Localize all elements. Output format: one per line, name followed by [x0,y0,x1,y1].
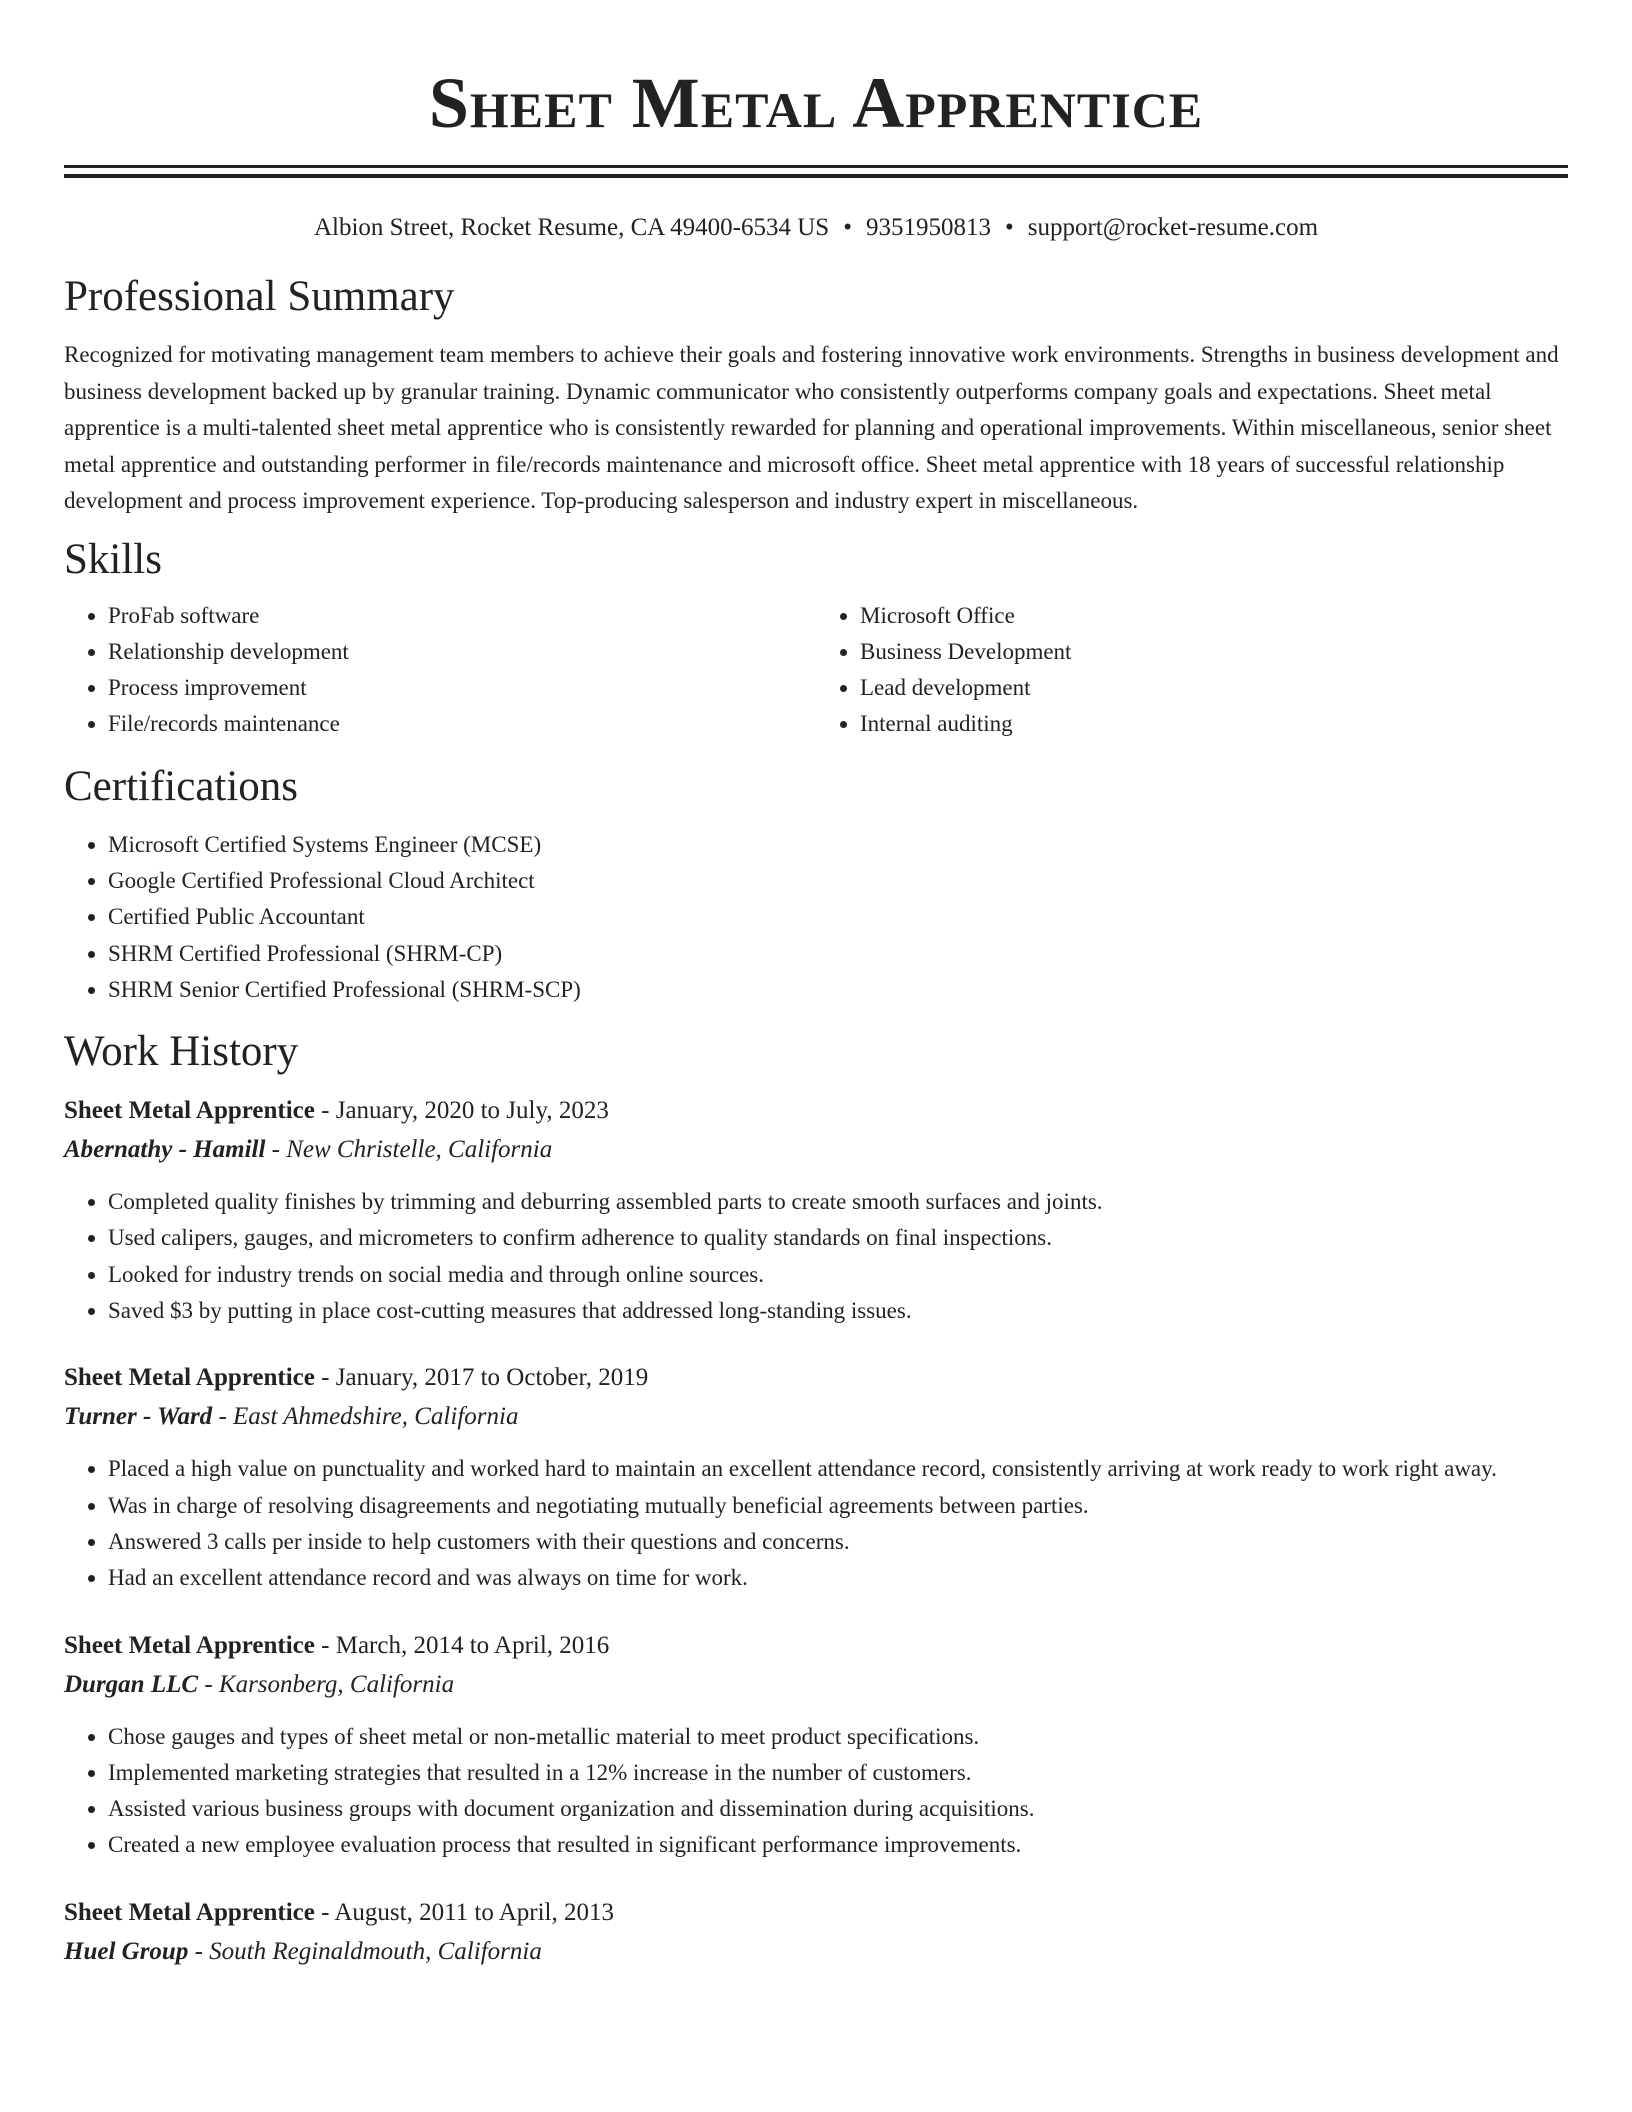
certification-item: • Certified Public Accountant [108,899,1568,935]
job-company: Durgan LLC [64,1670,199,1698]
skill-item: • Relationship development [108,634,816,670]
job-title: Sheet Metal Apprentice [64,1097,315,1125]
job-company: Huel Group [64,1937,189,1965]
job-title: Sheet Metal Apprentice [64,1631,315,1659]
job-title-line: Sheet Metal Apprentice - January, 2020 to July, 2023 [64,1097,609,1125]
job-dates: August, 2011 to April, 2013 [334,1898,614,1926]
contact-separator: • [1004,214,1014,241]
skills-section [64,532,1568,743]
job-bullet: • Had an excellent attendance record and was always on time for work. [108,1560,1568,1596]
job-bullets [64,1184,1568,1329]
skills-list-right [816,598,1568,743]
job-entry [64,1627,1568,1864]
certifications-section [64,759,1568,1008]
title-rule-bottom [64,174,1568,178]
job-bullets [64,1451,1568,1596]
job-title-line: Sheet Metal Apprentice - March, 2014 to April, 2016 [64,1631,610,1659]
resume-page [64,0,1568,2002]
job-entry [64,1092,1568,1329]
job-title: Sheet Metal Apprentice [64,1898,315,1926]
job-bullet: • Assisted various business groups with document organization and dissemination during acquisitions. [108,1791,1568,1827]
job-bullet: • Used calipers, gauges, and micrometers to confirm adherence to quality standards on final inspections. [108,1220,1568,1256]
skill-item: • Business Development [860,634,1568,670]
certification-item: • Microsoft Certified Systems Engineer (MCSE) [108,827,1568,863]
job-title-line: Sheet Metal Apprentice - January, 2017 to October, 2019 [64,1364,649,1392]
resume-title: Sheet Metal Apprentice [428,63,1204,143]
job-dates: January, 2020 to July, 2023 [335,1097,609,1125]
skill-item: • Process improvement [108,670,816,706]
contact-address: Albion Street, Rocket Resume, CA 49400-6534 US [313,214,830,241]
skill-item: • File/records maintenance [108,706,816,742]
job-location: East Ahmedshire, California [233,1403,519,1431]
contact-separator: • [843,214,852,241]
skill-item: • Lead development [860,670,1568,706]
contact-line [64,210,1568,246]
job-location: South Reginaldmouth, California [209,1937,542,1965]
job-bullet: • Chose gauges and types of sheet metal or non-metallic material to meet product specifications. [108,1719,1568,1755]
certifications-heading: Certifications [64,762,299,810]
certification-item: • SHRM Certified Professional (SHRM-CP) [108,936,1568,972]
job-title-line: Sheet Metal Apprentice - August, 2011 to April, 2013 [64,1898,614,1926]
job-location: Karsonberg, California [218,1670,455,1698]
job-entry [64,1359,1568,1596]
job-entry [64,1894,1568,1972]
skills-heading: Skills [64,535,162,583]
skills-list-left [64,598,816,743]
skill-item: • Internal auditing [860,706,1568,742]
contact-phone: 9351950813 [865,214,991,241]
skill-item: • ProFab software [108,598,816,634]
contact-email: support@rocket-resume.com [1027,214,1319,241]
job-bullet: • Looked for industry trends on social media and through online sources. [108,1257,1568,1293]
job-bullet: • Was in charge of resolving disagreements and negotiating mutually beneficial agreements between parties. [108,1488,1568,1524]
certification-item: • SHRM Senior Certified Professional (SHRM-SCP) [108,972,1568,1008]
skill-item: • Microsoft Office [860,598,1568,634]
job-dates: March, 2014 to April, 2016 [335,1631,610,1659]
job-bullet: • Placed a high value on punctuality and worked hard to maintain an excellent attendance record, consistently arriving at work ready to work right away. [108,1451,1568,1487]
summary-section [64,269,1568,520]
job-bullet: • Created a new employee evaluation process that resulted in significant performance improvements. [108,1827,1568,1863]
job-company-line: Turner - Ward - East Ahmedshire, California [64,1403,519,1431]
job-company-line: Durgan LLC - Karsonberg, California [64,1670,455,1698]
work-history-heading: Work History [64,1028,299,1076]
job-location: New Christelle, California [286,1136,553,1164]
job-dates: January, 2017 to October, 2019 [335,1364,649,1392]
job-bullet: • Implemented marketing strategies that resulted in a 12% increase in the number of customers. [108,1755,1568,1791]
job-company-line: Huel Group - South Reginaldmouth, California [64,1937,542,1965]
job-company: Turner - Ward [64,1403,213,1431]
job-bullet: • Answered 3 calls per inside to help customers with their questions and concerns. [108,1524,1568,1560]
skills-columns [64,598,1568,743]
work-history-section [64,1024,1568,1972]
summary-heading: Professional Summary [64,273,455,320]
job-title: Sheet Metal Apprentice [64,1364,315,1392]
job-bullets [64,1719,1568,1864]
certifications-list [64,827,1568,1008]
summary-text: Recognized for motivating management team members to achieve their goals and fostering innovative work environments. Strengths in business development and business development backed up by granular training. Dynamic communicator who consistently outperforms company goals and expectations. Sheet metal apprentice is a multi-talented sheet metal apprentice who is consistently rewarded for planning and operational improvements. Within miscellaneous, senior sheet metal apprentice and outstanding performer in file/records maintenance and microsoft office. Sheet metal apprentice with 18 years of successful relationship development and process improvement experience. Top-producing salesperson and industry expert in miscellaneous. [64,342,1559,513]
title-rule-top [64,165,1568,168]
certification-item: • Google Certified Professional Cloud Architect [108,863,1568,899]
job-company-line: Abernathy - Hamill - New Christelle, California [64,1136,553,1164]
job-bullet: • Completed quality finishes by trimming and deburring assembled parts to create smooth surfaces and joints. [108,1184,1568,1220]
job-bullet: • Saved $3 by putting in place cost-cutting measures that addressed long-standing issues. [108,1293,1568,1329]
job-company: Abernathy - Hamill [64,1136,266,1164]
